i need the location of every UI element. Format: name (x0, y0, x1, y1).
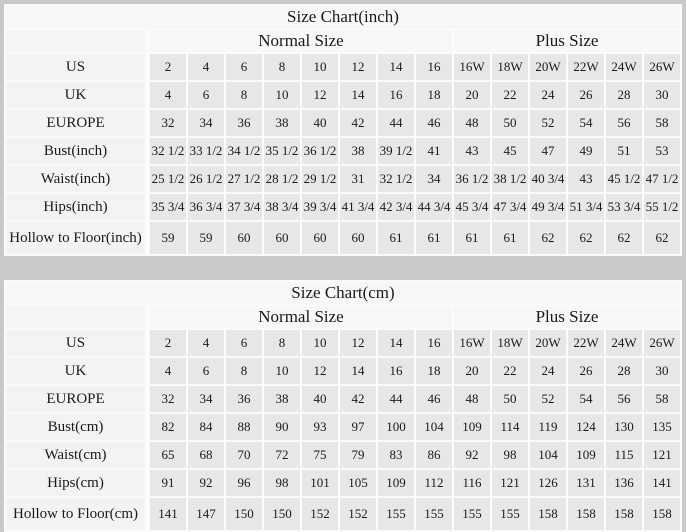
size-cell: 16 (378, 358, 414, 384)
row-label: EUROPE (6, 110, 148, 136)
size-cell: 16 (416, 54, 452, 80)
row-label: Bust(cm) (6, 414, 148, 440)
size-cell: 16 (416, 330, 452, 356)
size-cell: 58 (644, 386, 680, 412)
size-cell: 158 (606, 498, 642, 530)
size-cell: 152 (340, 498, 376, 530)
row-label: Waist(cm) (6, 442, 148, 468)
size-cell: 141 (150, 498, 186, 530)
size-cell: 10 (264, 82, 300, 108)
size-cell: 61 (492, 222, 528, 254)
size-cell: 98 (264, 470, 300, 496)
size-cell: 32 (150, 110, 186, 136)
table-row (6, 194, 680, 220)
size-cell: 155 (416, 498, 452, 530)
size-cell: 42 (340, 386, 376, 412)
size-cell: 14 (378, 330, 414, 356)
size-cell: 2 (150, 54, 186, 80)
size-cell: 48 (454, 386, 490, 412)
size-cell: 126 (530, 470, 566, 496)
row-label: UK (6, 358, 148, 384)
size-cell: 135 (644, 414, 680, 440)
size-cell: 42 (340, 110, 376, 136)
size-cell: 59 (150, 222, 186, 254)
size-cell: 8 (264, 54, 300, 80)
size-cell: 158 (644, 498, 680, 530)
size-cell: 6 (188, 82, 224, 108)
table-row (6, 110, 680, 136)
size-cell: 34 1/2 (226, 138, 262, 164)
size-cell: 54 (568, 110, 604, 136)
size-cell: 155 (454, 498, 490, 530)
size-cell: 26W (644, 54, 680, 80)
size-cell: 60 (264, 222, 300, 254)
size-cell: 53 (644, 138, 680, 164)
size-cell: 14 (378, 54, 414, 80)
size-cell: 61 (416, 222, 452, 254)
size-cell: 45 1/2 (606, 166, 642, 192)
size-cell: 116 (454, 470, 490, 496)
size-cell: 44 (378, 110, 414, 136)
size-cell: 115 (606, 442, 642, 468)
size-cell: 16W (454, 54, 490, 80)
size-cell: 60 (302, 222, 338, 254)
size-cell: 45 (492, 138, 528, 164)
size-cell: 44 (378, 386, 414, 412)
size-cell: 62 (644, 222, 680, 254)
size-cell: 24 (530, 82, 566, 108)
size-cell: 36 (226, 386, 262, 412)
size-cell: 91 (150, 470, 186, 496)
size-cell: 32 1/2 (378, 166, 414, 192)
size-cell: 58 (644, 110, 680, 136)
column-group-header: Plus Size (454, 306, 680, 328)
size-cell: 121 (492, 470, 528, 496)
size-cell: 92 (188, 470, 224, 496)
size-cell: 25 1/2 (150, 166, 186, 192)
size-cell: 10 (264, 358, 300, 384)
size-cell: 83 (378, 442, 414, 468)
size-cell: 24 (530, 358, 566, 384)
size-cell: 28 (606, 358, 642, 384)
size-cell: 51 3/4 (568, 194, 604, 220)
size-cell: 37 3/4 (226, 194, 262, 220)
size-cell: 48 (454, 110, 490, 136)
size-cell: 62 (568, 222, 604, 254)
size-cell: 4 (150, 358, 186, 384)
size-cell: 49 (568, 138, 604, 164)
size-cell: 32 (150, 386, 186, 412)
table-row (6, 330, 680, 356)
column-group-header: Plus Size (454, 30, 680, 52)
size-cell: 29 1/2 (302, 166, 338, 192)
size-cell: 26 (568, 358, 604, 384)
row-label: Hollow to Floor(inch) (6, 222, 148, 254)
size-cell: 46 (416, 386, 452, 412)
size-cell: 92 (454, 442, 490, 468)
size-cell: 12 (340, 54, 376, 80)
table-row (6, 470, 680, 496)
size-cell: 18 (416, 358, 452, 384)
size-cell: 40 (302, 386, 338, 412)
row-label: Hollow to Floor(cm) (6, 498, 148, 530)
size-cell: 82 (150, 414, 186, 440)
size-cell: 60 (340, 222, 376, 254)
size-cell: 6 (226, 330, 262, 356)
size-cell: 22 (492, 82, 528, 108)
size-cell: 158 (568, 498, 604, 530)
size-cell: 34 (188, 386, 224, 412)
row-label: EUROPE (6, 386, 148, 412)
size-cell: 114 (492, 414, 528, 440)
size-cell: 51 (606, 138, 642, 164)
table-row (6, 498, 680, 530)
size-cell: 105 (340, 470, 376, 496)
size-cell: 70 (226, 442, 262, 468)
row-label: Waist(inch) (6, 166, 148, 192)
size-cell: 4 (150, 82, 186, 108)
size-cell: 36 1/2 (454, 166, 490, 192)
size-cell: 155 (378, 498, 414, 530)
size-cell: 53 3/4 (606, 194, 642, 220)
size-chart-cm (4, 280, 682, 532)
size-cell: 18W (492, 330, 528, 356)
size-cell: 52 (530, 386, 566, 412)
size-cell: 47 3/4 (492, 194, 528, 220)
size-cell: 4 (188, 330, 224, 356)
size-cell: 20W (530, 54, 566, 80)
size-cell: 12 (302, 82, 338, 108)
size-cell: 26 1/2 (188, 166, 224, 192)
size-cell: 6 (226, 54, 262, 80)
size-cell: 43 (568, 166, 604, 192)
size-cell: 12 (302, 358, 338, 384)
size-cell: 55 1/2 (644, 194, 680, 220)
size-cell: 36 (226, 110, 262, 136)
size-cell: 100 (378, 414, 414, 440)
size-cell: 62 (606, 222, 642, 254)
table-row (6, 222, 680, 254)
size-cell: 20W (530, 330, 566, 356)
table-title: Size Chart(cm) (6, 282, 680, 304)
size-cell: 97 (340, 414, 376, 440)
size-cell: 68 (188, 442, 224, 468)
size-cell: 50 (492, 386, 528, 412)
size-cell: 30 (644, 82, 680, 108)
size-cell: 14 (340, 82, 376, 108)
size-cell: 60 (226, 222, 262, 254)
size-cell: 20 (454, 358, 490, 384)
size-cell: 109 (454, 414, 490, 440)
size-cell: 38 (340, 138, 376, 164)
size-cell: 2 (150, 330, 186, 356)
corner-cell (6, 30, 148, 52)
size-cell: 31 (340, 166, 376, 192)
size-cell: 158 (530, 498, 566, 530)
size-cell: 75 (302, 442, 338, 468)
size-cell: 40 3/4 (530, 166, 566, 192)
size-cell: 147 (188, 498, 224, 530)
size-cell: 54 (568, 386, 604, 412)
table-row (6, 386, 680, 412)
size-cell: 52 (530, 110, 566, 136)
size-cell: 104 (530, 442, 566, 468)
size-cell: 26W (644, 330, 680, 356)
table-row (6, 358, 680, 384)
size-cell: 61 (378, 222, 414, 254)
size-cell: 152 (302, 498, 338, 530)
size-cell: 27 1/2 (226, 166, 262, 192)
size-cell: 88 (226, 414, 262, 440)
size-cell: 12 (340, 330, 376, 356)
size-cell: 130 (606, 414, 642, 440)
size-cell: 155 (492, 498, 528, 530)
row-label: Bust(inch) (6, 138, 148, 164)
size-cell: 112 (416, 470, 452, 496)
size-cell: 121 (644, 442, 680, 468)
size-chart-table (4, 4, 682, 256)
size-cell: 22W (568, 54, 604, 80)
size-cell: 36 3/4 (188, 194, 224, 220)
size-cell: 90 (264, 414, 300, 440)
size-cell: 38 3/4 (264, 194, 300, 220)
size-cell: 45 3/4 (454, 194, 490, 220)
size-cell: 41 3/4 (340, 194, 376, 220)
size-cell: 30 (644, 358, 680, 384)
size-cell: 44 3/4 (416, 194, 452, 220)
size-cell: 79 (340, 442, 376, 468)
size-cell: 18 (416, 82, 452, 108)
size-cell: 26 (568, 82, 604, 108)
size-cell: 109 (378, 470, 414, 496)
size-cell: 62 (530, 222, 566, 254)
size-cell: 136 (606, 470, 642, 496)
size-cell: 43 (454, 138, 490, 164)
column-group-header: Normal Size (150, 306, 452, 328)
size-cell: 98 (492, 442, 528, 468)
size-cell: 101 (302, 470, 338, 496)
size-cell: 8 (264, 330, 300, 356)
size-cell: 131 (568, 470, 604, 496)
size-cell: 14 (340, 358, 376, 384)
size-cell: 119 (530, 414, 566, 440)
row-label: Hips(cm) (6, 470, 148, 496)
size-chart-table (4, 280, 682, 532)
table-row (6, 82, 680, 108)
row-label: US (6, 54, 148, 80)
size-cell: 56 (606, 110, 642, 136)
size-cell: 35 1/2 (264, 138, 300, 164)
size-cell: 28 1/2 (264, 166, 300, 192)
table-title: Size Chart(inch) (6, 6, 680, 28)
size-cell: 84 (188, 414, 224, 440)
size-cell: 34 (188, 110, 224, 136)
size-cell: 141 (644, 470, 680, 496)
table-row (6, 442, 680, 468)
table-row (6, 54, 680, 80)
size-cell: 46 (416, 110, 452, 136)
size-cell: 93 (302, 414, 338, 440)
corner-cell (6, 306, 148, 328)
size-cell: 65 (150, 442, 186, 468)
table-row (6, 414, 680, 440)
size-cell: 8 (226, 358, 262, 384)
size-cell: 32 1/2 (150, 138, 186, 164)
size-cell: 28 (606, 82, 642, 108)
size-cell: 39 3/4 (302, 194, 338, 220)
row-label: Hips(inch) (6, 194, 148, 220)
size-cell: 47 1/2 (644, 166, 680, 192)
size-cell: 20 (454, 82, 490, 108)
size-cell: 96 (226, 470, 262, 496)
size-chart-inch (4, 0, 682, 256)
size-cell: 10 (302, 54, 338, 80)
row-label: US (6, 330, 148, 356)
table-row (6, 166, 680, 192)
size-cell: 16 (378, 82, 414, 108)
size-cell: 150 (226, 498, 262, 530)
size-cell: 56 (606, 386, 642, 412)
size-cell: 104 (416, 414, 452, 440)
size-cell: 8 (226, 82, 262, 108)
size-cell: 41 (416, 138, 452, 164)
table-row (6, 138, 680, 164)
row-label: UK (6, 82, 148, 108)
size-cell: 16W (454, 330, 490, 356)
size-cell: 10 (302, 330, 338, 356)
size-cell: 47 (530, 138, 566, 164)
size-cell: 6 (188, 358, 224, 384)
size-cell: 38 (264, 386, 300, 412)
size-cell: 150 (264, 498, 300, 530)
size-cell: 38 (264, 110, 300, 136)
size-cell: 59 (188, 222, 224, 254)
size-cell: 109 (568, 442, 604, 468)
size-cell: 18W (492, 54, 528, 80)
size-cell: 42 3/4 (378, 194, 414, 220)
column-group-header: Normal Size (150, 30, 452, 52)
size-cell: 50 (492, 110, 528, 136)
size-cell: 35 3/4 (150, 194, 186, 220)
size-cell: 86 (416, 442, 452, 468)
size-cell: 40 (302, 110, 338, 136)
size-cell: 24W (606, 54, 642, 80)
size-cell: 34 (416, 166, 452, 192)
size-cell: 22W (568, 330, 604, 356)
size-cell: 72 (264, 442, 300, 468)
size-cell: 39 1/2 (378, 138, 414, 164)
size-cell: 49 3/4 (530, 194, 566, 220)
size-cell: 61 (454, 222, 490, 254)
size-cell: 38 1/2 (492, 166, 528, 192)
size-cell: 4 (188, 54, 224, 80)
size-cell: 22 (492, 358, 528, 384)
size-cell: 36 1/2 (302, 138, 338, 164)
size-cell: 24W (606, 330, 642, 356)
size-cell: 124 (568, 414, 604, 440)
size-cell: 33 1/2 (188, 138, 224, 164)
